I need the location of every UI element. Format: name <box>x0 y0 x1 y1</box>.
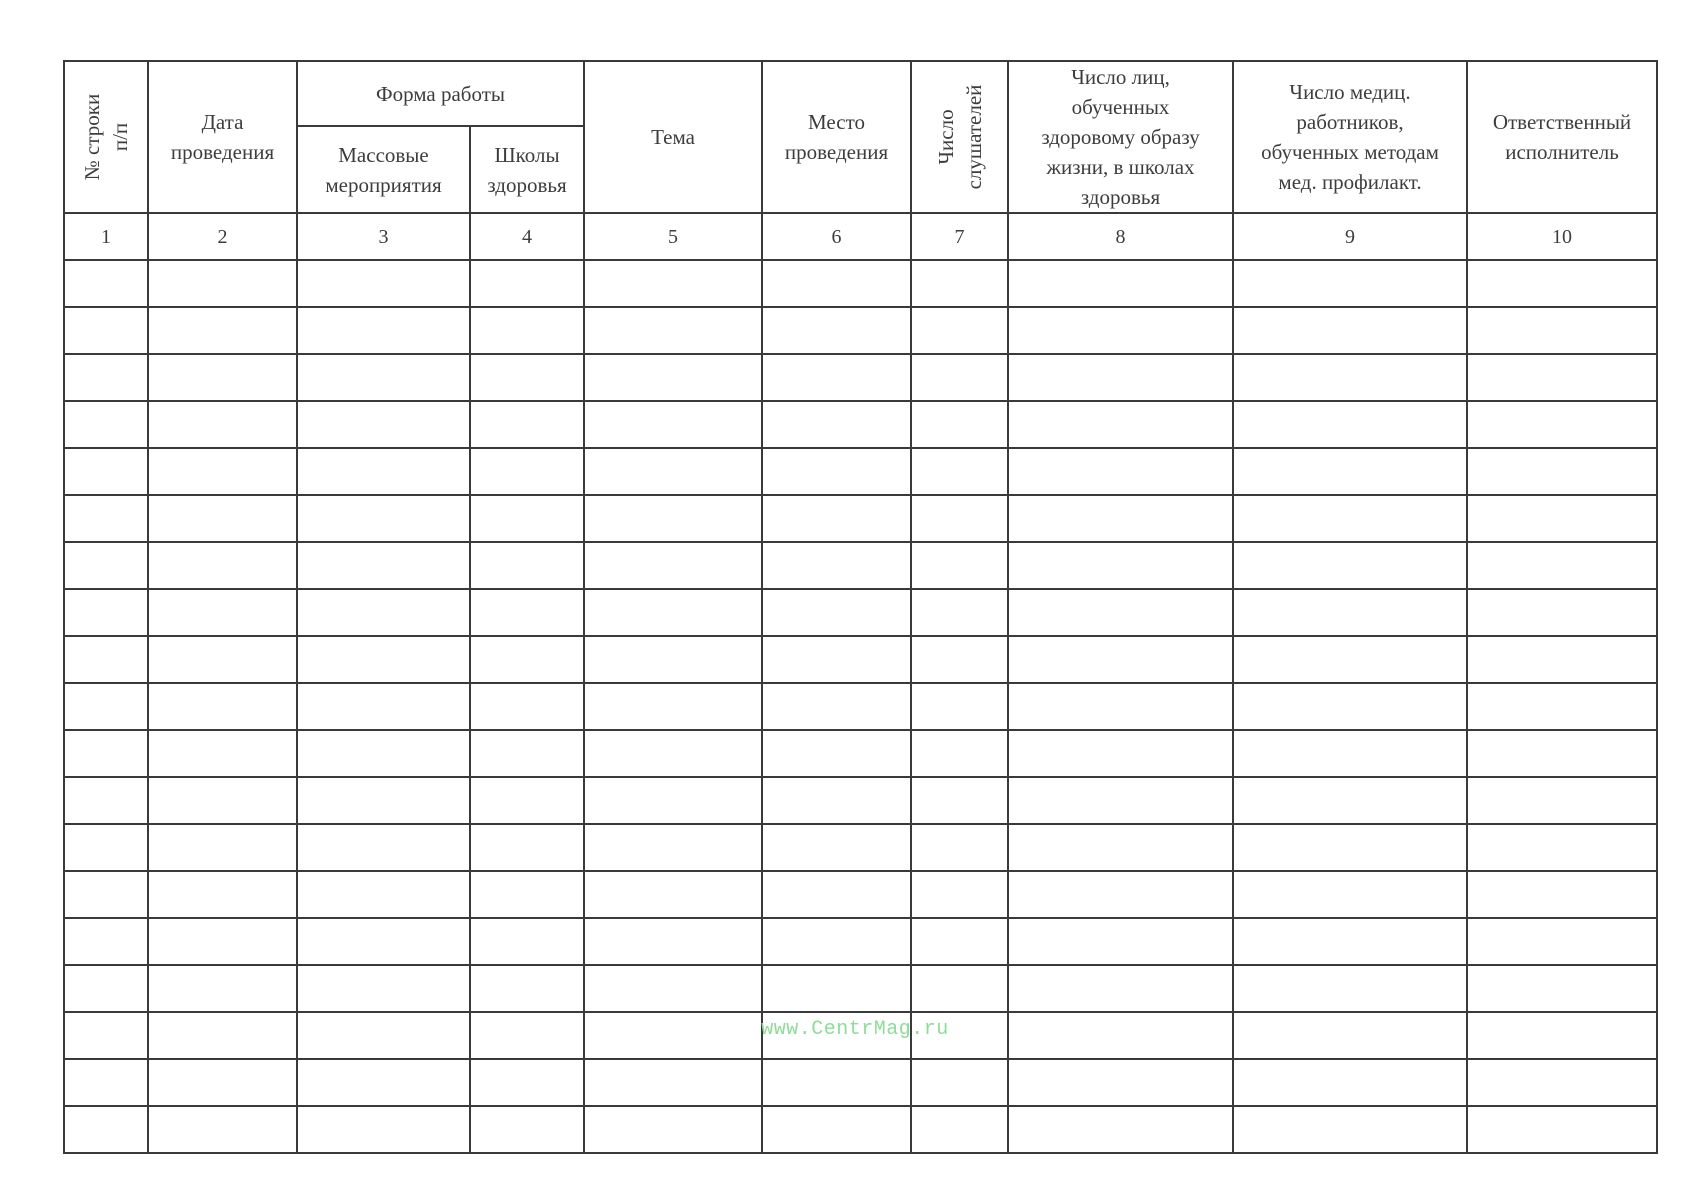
table-cell <box>148 354 297 401</box>
table-cell <box>584 307 762 354</box>
table-cell <box>762 542 911 589</box>
table-cell <box>148 448 297 495</box>
table-cell <box>64 871 148 918</box>
table-cell <box>148 260 297 307</box>
table-cell <box>762 871 911 918</box>
table-cell <box>470 871 584 918</box>
table-cell <box>297 824 470 871</box>
table-cell <box>148 683 297 730</box>
table-cell <box>297 1106 470 1153</box>
table-cell <box>1008 354 1233 401</box>
table-cell <box>1008 965 1233 1012</box>
table-cell <box>911 965 1008 1012</box>
table-cell <box>1008 636 1233 683</box>
table-row <box>64 1059 1657 1106</box>
table-cell <box>64 448 148 495</box>
table-cell <box>470 918 584 965</box>
table-cell <box>64 965 148 1012</box>
table-cell <box>762 683 911 730</box>
table-cell <box>148 871 297 918</box>
table-cell <box>1467 1106 1657 1153</box>
table-cell <box>148 636 297 683</box>
table-cell <box>584 401 762 448</box>
table-cell <box>64 636 148 683</box>
table-cell <box>148 824 297 871</box>
table-cell <box>1008 777 1233 824</box>
table-cell <box>1467 589 1657 636</box>
table-cell <box>297 871 470 918</box>
table-cell <box>1008 589 1233 636</box>
table-cell <box>470 636 584 683</box>
table-cell <box>470 401 584 448</box>
table-cell <box>1233 542 1467 589</box>
table-cell <box>762 965 911 1012</box>
table-cell <box>584 354 762 401</box>
table-cell <box>470 777 584 824</box>
table-cell <box>297 495 470 542</box>
header-row-number: № строки п/п <box>64 61 148 213</box>
table-cell <box>297 777 470 824</box>
health-education-log-table <box>63 60 1658 1154</box>
table-cell <box>584 542 762 589</box>
column-number-row <box>64 213 1657 260</box>
column-number: 1 <box>64 213 148 260</box>
table-cell <box>470 589 584 636</box>
table-cell <box>148 918 297 965</box>
table-cell <box>584 871 762 918</box>
table-cell <box>1008 1106 1233 1153</box>
table-cell <box>1233 824 1467 871</box>
table-row <box>64 683 1657 730</box>
table-cell <box>762 824 911 871</box>
table-cell <box>64 260 148 307</box>
table-cell <box>584 589 762 636</box>
table-cell <box>584 965 762 1012</box>
table-cell <box>297 589 470 636</box>
table-cell <box>1467 777 1657 824</box>
table-cell <box>1467 495 1657 542</box>
table-cell <box>911 448 1008 495</box>
table-cell <box>1467 824 1657 871</box>
table-cell <box>911 542 1008 589</box>
table-cell <box>1233 683 1467 730</box>
table-cell <box>584 495 762 542</box>
table-cell <box>911 401 1008 448</box>
table-cell <box>64 730 148 777</box>
table-cell <box>762 495 911 542</box>
header-work-form: Форма работы <box>297 61 584 126</box>
table-cell <box>1233 965 1467 1012</box>
column-number: 7 <box>911 213 1008 260</box>
header-responsible: Ответственный исполнитель <box>1467 61 1657 213</box>
table-cell <box>148 307 297 354</box>
table-cell <box>148 965 297 1012</box>
table-cell <box>148 589 297 636</box>
table-cell <box>1467 1059 1657 1106</box>
table-cell <box>1233 495 1467 542</box>
table-row <box>64 965 1657 1012</box>
table-cell <box>64 307 148 354</box>
table-cell <box>1233 1012 1467 1059</box>
table-cell <box>1008 495 1233 542</box>
table-cell <box>584 636 762 683</box>
table-cell <box>297 448 470 495</box>
table-cell <box>1467 730 1657 777</box>
table-row <box>64 871 1657 918</box>
table-cell <box>297 1012 470 1059</box>
table-cell <box>148 542 297 589</box>
table-cell <box>1008 1012 1233 1059</box>
column-number: 2 <box>148 213 297 260</box>
table-cell <box>762 1106 911 1153</box>
table-cell <box>1467 1012 1657 1059</box>
table-cell <box>64 777 148 824</box>
table-cell <box>297 636 470 683</box>
table-cell <box>1008 307 1233 354</box>
table-row <box>64 307 1657 354</box>
table-cell <box>297 542 470 589</box>
table-cell <box>1008 542 1233 589</box>
table-cell <box>1233 260 1467 307</box>
table-cell <box>911 918 1008 965</box>
table-cell <box>762 307 911 354</box>
table-cell <box>1008 448 1233 495</box>
table-cell <box>297 401 470 448</box>
header-venue: Место проведения <box>762 61 911 213</box>
table-row <box>64 354 1657 401</box>
table-cell <box>584 824 762 871</box>
table-cell <box>584 918 762 965</box>
table-cell <box>584 1012 762 1059</box>
table-cell <box>1008 401 1233 448</box>
header-health-schools: Школы здоровья <box>470 126 584 213</box>
table-row <box>64 542 1657 589</box>
table-cell <box>911 307 1008 354</box>
table-cell <box>148 777 297 824</box>
table-cell <box>911 495 1008 542</box>
table-cell <box>1233 448 1467 495</box>
table-cell <box>584 777 762 824</box>
table-cell <box>148 1106 297 1153</box>
table-cell <box>762 730 911 777</box>
table-cell <box>762 401 911 448</box>
table-cell <box>584 1059 762 1106</box>
table-cell <box>470 824 584 871</box>
table-cell <box>1008 260 1233 307</box>
table-cell <box>470 495 584 542</box>
table-cell <box>762 918 911 965</box>
table-cell <box>762 448 911 495</box>
table-cell <box>1233 307 1467 354</box>
table-cell <box>584 683 762 730</box>
table-row <box>64 589 1657 636</box>
column-number: 9 <box>1233 213 1467 260</box>
table-cell <box>470 260 584 307</box>
table-cell <box>64 495 148 542</box>
table-cell <box>1467 965 1657 1012</box>
header-trained-persons: Число лиц, обученных здоровому образу жизни, в школах здоровья <box>1008 61 1233 213</box>
column-number: 5 <box>584 213 762 260</box>
table-cell <box>470 683 584 730</box>
column-number: 3 <box>297 213 470 260</box>
table-cell <box>1467 260 1657 307</box>
table-cell <box>470 1059 584 1106</box>
table-cell <box>911 1106 1008 1153</box>
table-cell <box>911 683 1008 730</box>
table-cell <box>911 871 1008 918</box>
table-cell <box>1233 589 1467 636</box>
table-cell <box>1233 871 1467 918</box>
table-cell <box>1008 824 1233 871</box>
table-cell <box>64 918 148 965</box>
table-cell <box>297 918 470 965</box>
table-row <box>64 495 1657 542</box>
table-cell <box>911 589 1008 636</box>
table-cell <box>297 307 470 354</box>
table-row <box>64 777 1657 824</box>
table-cell <box>1233 401 1467 448</box>
table-cell <box>64 542 148 589</box>
table-cell <box>470 965 584 1012</box>
table-cell <box>1008 730 1233 777</box>
table-cell <box>1233 777 1467 824</box>
table-cell <box>1233 918 1467 965</box>
table-cell <box>911 777 1008 824</box>
table-cell <box>584 730 762 777</box>
table-cell <box>1233 1106 1467 1153</box>
table-cell <box>148 401 297 448</box>
table-cell <box>64 1012 148 1059</box>
header-row-top <box>64 61 1657 126</box>
table-cell <box>1008 871 1233 918</box>
table-cell <box>762 636 911 683</box>
column-number: 4 <box>470 213 584 260</box>
table-cell <box>297 354 470 401</box>
table-cell <box>1467 636 1657 683</box>
table-cell <box>64 589 148 636</box>
table-cell <box>762 354 911 401</box>
table-cell <box>762 260 911 307</box>
table-cell <box>470 542 584 589</box>
table-cell <box>64 401 148 448</box>
table-cell <box>470 354 584 401</box>
table-cell <box>911 730 1008 777</box>
table-cell <box>911 260 1008 307</box>
table-cell <box>64 683 148 730</box>
table-cell <box>297 965 470 1012</box>
header-topic: Тема <box>584 61 762 213</box>
table-row <box>64 824 1657 871</box>
table-cell <box>1467 354 1657 401</box>
table-cell <box>762 589 911 636</box>
table-row <box>64 636 1657 683</box>
table-cell <box>762 1059 911 1106</box>
watermark: www.CentrMag.ru <box>761 1018 949 1041</box>
header-trained-med-workers: Число медиц. работников, обученных методам мед. профилакт. <box>1233 61 1467 213</box>
table-cell <box>1467 918 1657 965</box>
table-cell <box>1467 542 1657 589</box>
table-cell <box>297 1059 470 1106</box>
table-cell <box>148 495 297 542</box>
table-cell <box>64 1059 148 1106</box>
table-row <box>64 260 1657 307</box>
header-date: Дата проведения <box>148 61 297 213</box>
table-cell <box>470 448 584 495</box>
table-cell <box>1233 354 1467 401</box>
table-cell <box>297 260 470 307</box>
table-cell <box>911 636 1008 683</box>
table-cell <box>584 260 762 307</box>
table-cell <box>470 1106 584 1153</box>
table-cell <box>297 730 470 777</box>
column-number: 6 <box>762 213 911 260</box>
table-cell <box>1008 1059 1233 1106</box>
table-cell <box>64 824 148 871</box>
table-cell <box>1233 1059 1467 1106</box>
table-cell <box>584 1106 762 1153</box>
table-cell <box>148 730 297 777</box>
table-cell <box>1467 448 1657 495</box>
table-cell <box>584 448 762 495</box>
table-cell <box>297 683 470 730</box>
table-cell <box>911 354 1008 401</box>
table-cell <box>1467 401 1657 448</box>
header-listeners: Число слушателей <box>911 61 1008 213</box>
table-cell <box>470 730 584 777</box>
table-cell <box>1233 636 1467 683</box>
table-cell <box>1233 730 1467 777</box>
table-cell <box>470 307 584 354</box>
table-cell <box>470 1012 584 1059</box>
header-mass-events: Массовые мероприятия <box>297 126 470 213</box>
table-cell <box>1008 683 1233 730</box>
table-cell <box>64 1106 148 1153</box>
table-cell <box>1008 918 1233 965</box>
table-row <box>64 730 1657 777</box>
column-number: 8 <box>1008 213 1233 260</box>
table-cell <box>911 1059 1008 1106</box>
table-cell <box>762 777 911 824</box>
table-row <box>64 401 1657 448</box>
table-cell <box>1467 307 1657 354</box>
column-number: 10 <box>1467 213 1657 260</box>
table-cell <box>911 824 1008 871</box>
table-cell <box>1467 683 1657 730</box>
table-row <box>64 448 1657 495</box>
table-cell <box>148 1012 297 1059</box>
table-cell <box>1467 871 1657 918</box>
table-row <box>64 918 1657 965</box>
table-row <box>64 1106 1657 1153</box>
table-cell <box>148 1059 297 1106</box>
table-cell <box>64 354 148 401</box>
